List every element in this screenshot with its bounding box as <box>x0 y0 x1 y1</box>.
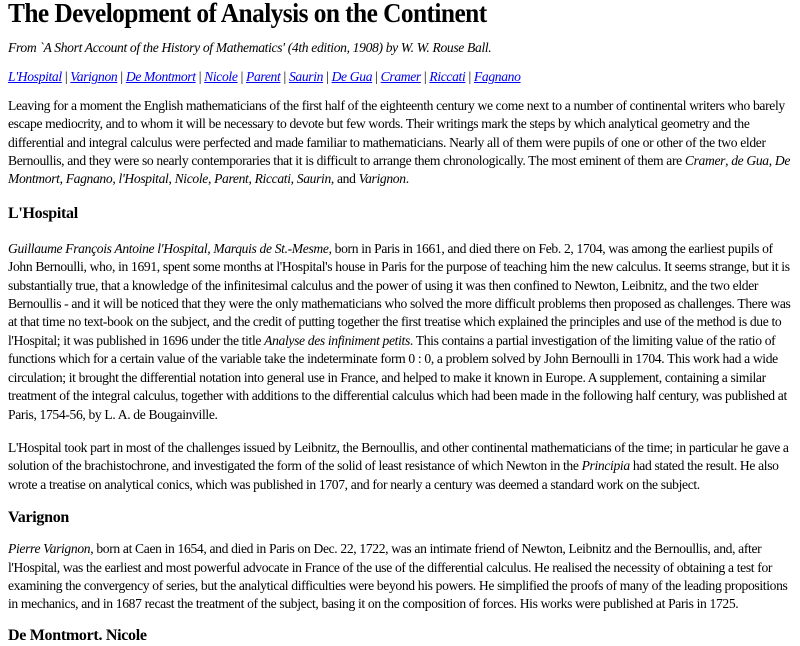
nav-separator: | <box>64 69 68 85</box>
name: Varignon <box>358 171 406 187</box>
name: Parent <box>214 171 249 187</box>
name: Saurin <box>296 171 331 187</box>
name: de Gua <box>731 153 769 169</box>
sep: , <box>59 171 66 187</box>
sep: . <box>405 171 409 187</box>
sep: , <box>768 153 775 169</box>
text: , born in Paris in 1661, and died there on Feb. 2, 1704, was among the earliest pupils of John Bernoulli, who, in 1691, spent some months at l'Hospital's house in Paris for the purpose of teaching him the new calculus. It seems strange, but it is substantially true, that a knowledge of the infinitesimal calculus and the power of using it was then confined to Newton, Leibnitz, and the two elder Bernoullis - and it will be noticed that they were the only mathematicians who solved the more difficult problems then proposed as challenges. There was at that time no text-book on the subject, and the credit of putting together the first treatise which explained the principles and use of the method is due to l'Hospital; it was published in 1696 under the title <box>8 240 791 348</box>
nav-separator: | <box>375 69 378 85</box>
name: Cramer <box>684 153 726 169</box>
name: l'Hospital <box>118 171 169 187</box>
sep: , <box>248 171 255 187</box>
name: Nicole <box>174 171 208 187</box>
nav-link-de-montmort[interactable]: De Montmort <box>125 69 196 85</box>
name: Fagnano <box>65 171 113 187</box>
nav-separator: | <box>326 69 329 85</box>
nav-link-saurin[interactable]: Saurin <box>288 69 324 85</box>
nav-link-parent[interactable]: Parent <box>246 69 281 85</box>
section-nav <box>8 68 792 86</box>
nav-separator: | <box>468 69 471 85</box>
sep: , <box>168 171 175 187</box>
nav-link-varignon[interactable]: Varignon <box>70 69 118 85</box>
sep: , <box>290 171 297 187</box>
text: L'Hospital took part in most of the challenges issued by Leibnitz, the Bernoullis, and other continental mathematicians of the time; in particular he gave a solution of the brachistochrone, and investigated the form of the solid of least resistance of which Newton in the <box>8 439 789 474</box>
nav-link-fagnano[interactable]: Fagnano <box>473 69 521 85</box>
book-title: Principia <box>581 458 630 474</box>
person-name: Guillaume François Antoine l'Hospital, Marquis de St.-Mesme <box>8 240 329 256</box>
name: De Montmort <box>8 153 791 187</box>
section-heading-lhospital: L'Hospital <box>8 204 78 222</box>
nav-separator: | <box>240 69 243 85</box>
nav-link-riccati[interactable]: Riccati <box>429 69 466 85</box>
varignon-paragraph <box>8 540 792 614</box>
section-heading-de-montmort-nicole: De Montmort. Nicole <box>8 626 147 644</box>
name: Riccati <box>254 171 291 187</box>
sep: , and <box>330 171 359 187</box>
section-heading-varignon: Varignon <box>8 509 70 527</box>
nav-link-lhospital[interactable]: L'Hospital <box>8 69 62 85</box>
nav-separator: | <box>423 69 427 85</box>
intro-paragraph <box>8 97 792 189</box>
lhospital-paragraph-2 <box>8 439 792 494</box>
nav-separator: | <box>120 69 123 85</box>
citation: From `A Short Account of the History of Mathematics' (4th edition, 1908) by W. W. Rouse Ball. <box>8 40 492 55</box>
sep: , <box>207 171 215 187</box>
sep: , <box>112 171 119 187</box>
sep: , <box>725 153 732 169</box>
person-name: Pierre Varignon <box>8 541 91 557</box>
text: . This contains a partial investigation of the limiting value of the ratio of functions which for a certain value of the variable take the indeterminate form 0 : 0, a problem solved by John Bernoulli in 1704. This work had a wide circulation; it brought the differential notation into general use in France, and helped to make it known in Europe. A supplement, containing a similar treatment of the integral calculus, together with additions to the differential calculus which had been made in the following half century, was published at Paris, 1754-56, by L. A. de Bougainville. <box>8 332 787 422</box>
intro-text: Leaving for a moment the English mathematicians of the first half of the eighteenth century we come next to a number of continental writers who barely escape mediocrity, and to whom it will be necessary to devote but few words. Their writings mark the steps by which analytical geometry and the differential and integral calculus were perfected and made familiar to mathematicians. Nearly all of them were pupils of one or other of the two elder Bernoullis, and they were so nearly contemporaries that it is difficult to arrange them chronologically. The most eminent of them are <box>8 97 785 169</box>
nav-link-de-gua[interactable]: De Gua <box>331 69 373 85</box>
book-title: Analyse des infiniment petits <box>264 332 410 348</box>
nav-separator: | <box>283 69 286 85</box>
nav-link-cramer[interactable]: Cramer <box>380 69 421 85</box>
nav-link-nicole[interactable]: Nicole <box>204 69 238 85</box>
lhospital-paragraph-1 <box>8 240 792 424</box>
page-title: The Development of Analysis on the Continent <box>8 0 487 28</box>
text: , born at Caen in 1654, and died in Paris on Dec. 22, 1722, was an intimate friend of Newton, Leibnitz and the Bernoullis, and, after l'Hospital, was the earliest and most powerful advocate in France of the use of the differential calculus. He realised the necessity of obtaining a test for examining the convergency of series, but the analytical difficulties were beyond his powers. He simplified the proofs of many of the leading propositions in mechanics, and in 1687 recast the treatment of the subject, basing it on the composition of forces. His works were published at Paris in 1725. <box>8 541 788 612</box>
nav-separator: | <box>198 69 202 85</box>
text: had stated the result. He also wrote a treatise on analytical conics, which was published in 1707, and for nearly a century was deemed a standard work on the subject. <box>8 458 779 492</box>
